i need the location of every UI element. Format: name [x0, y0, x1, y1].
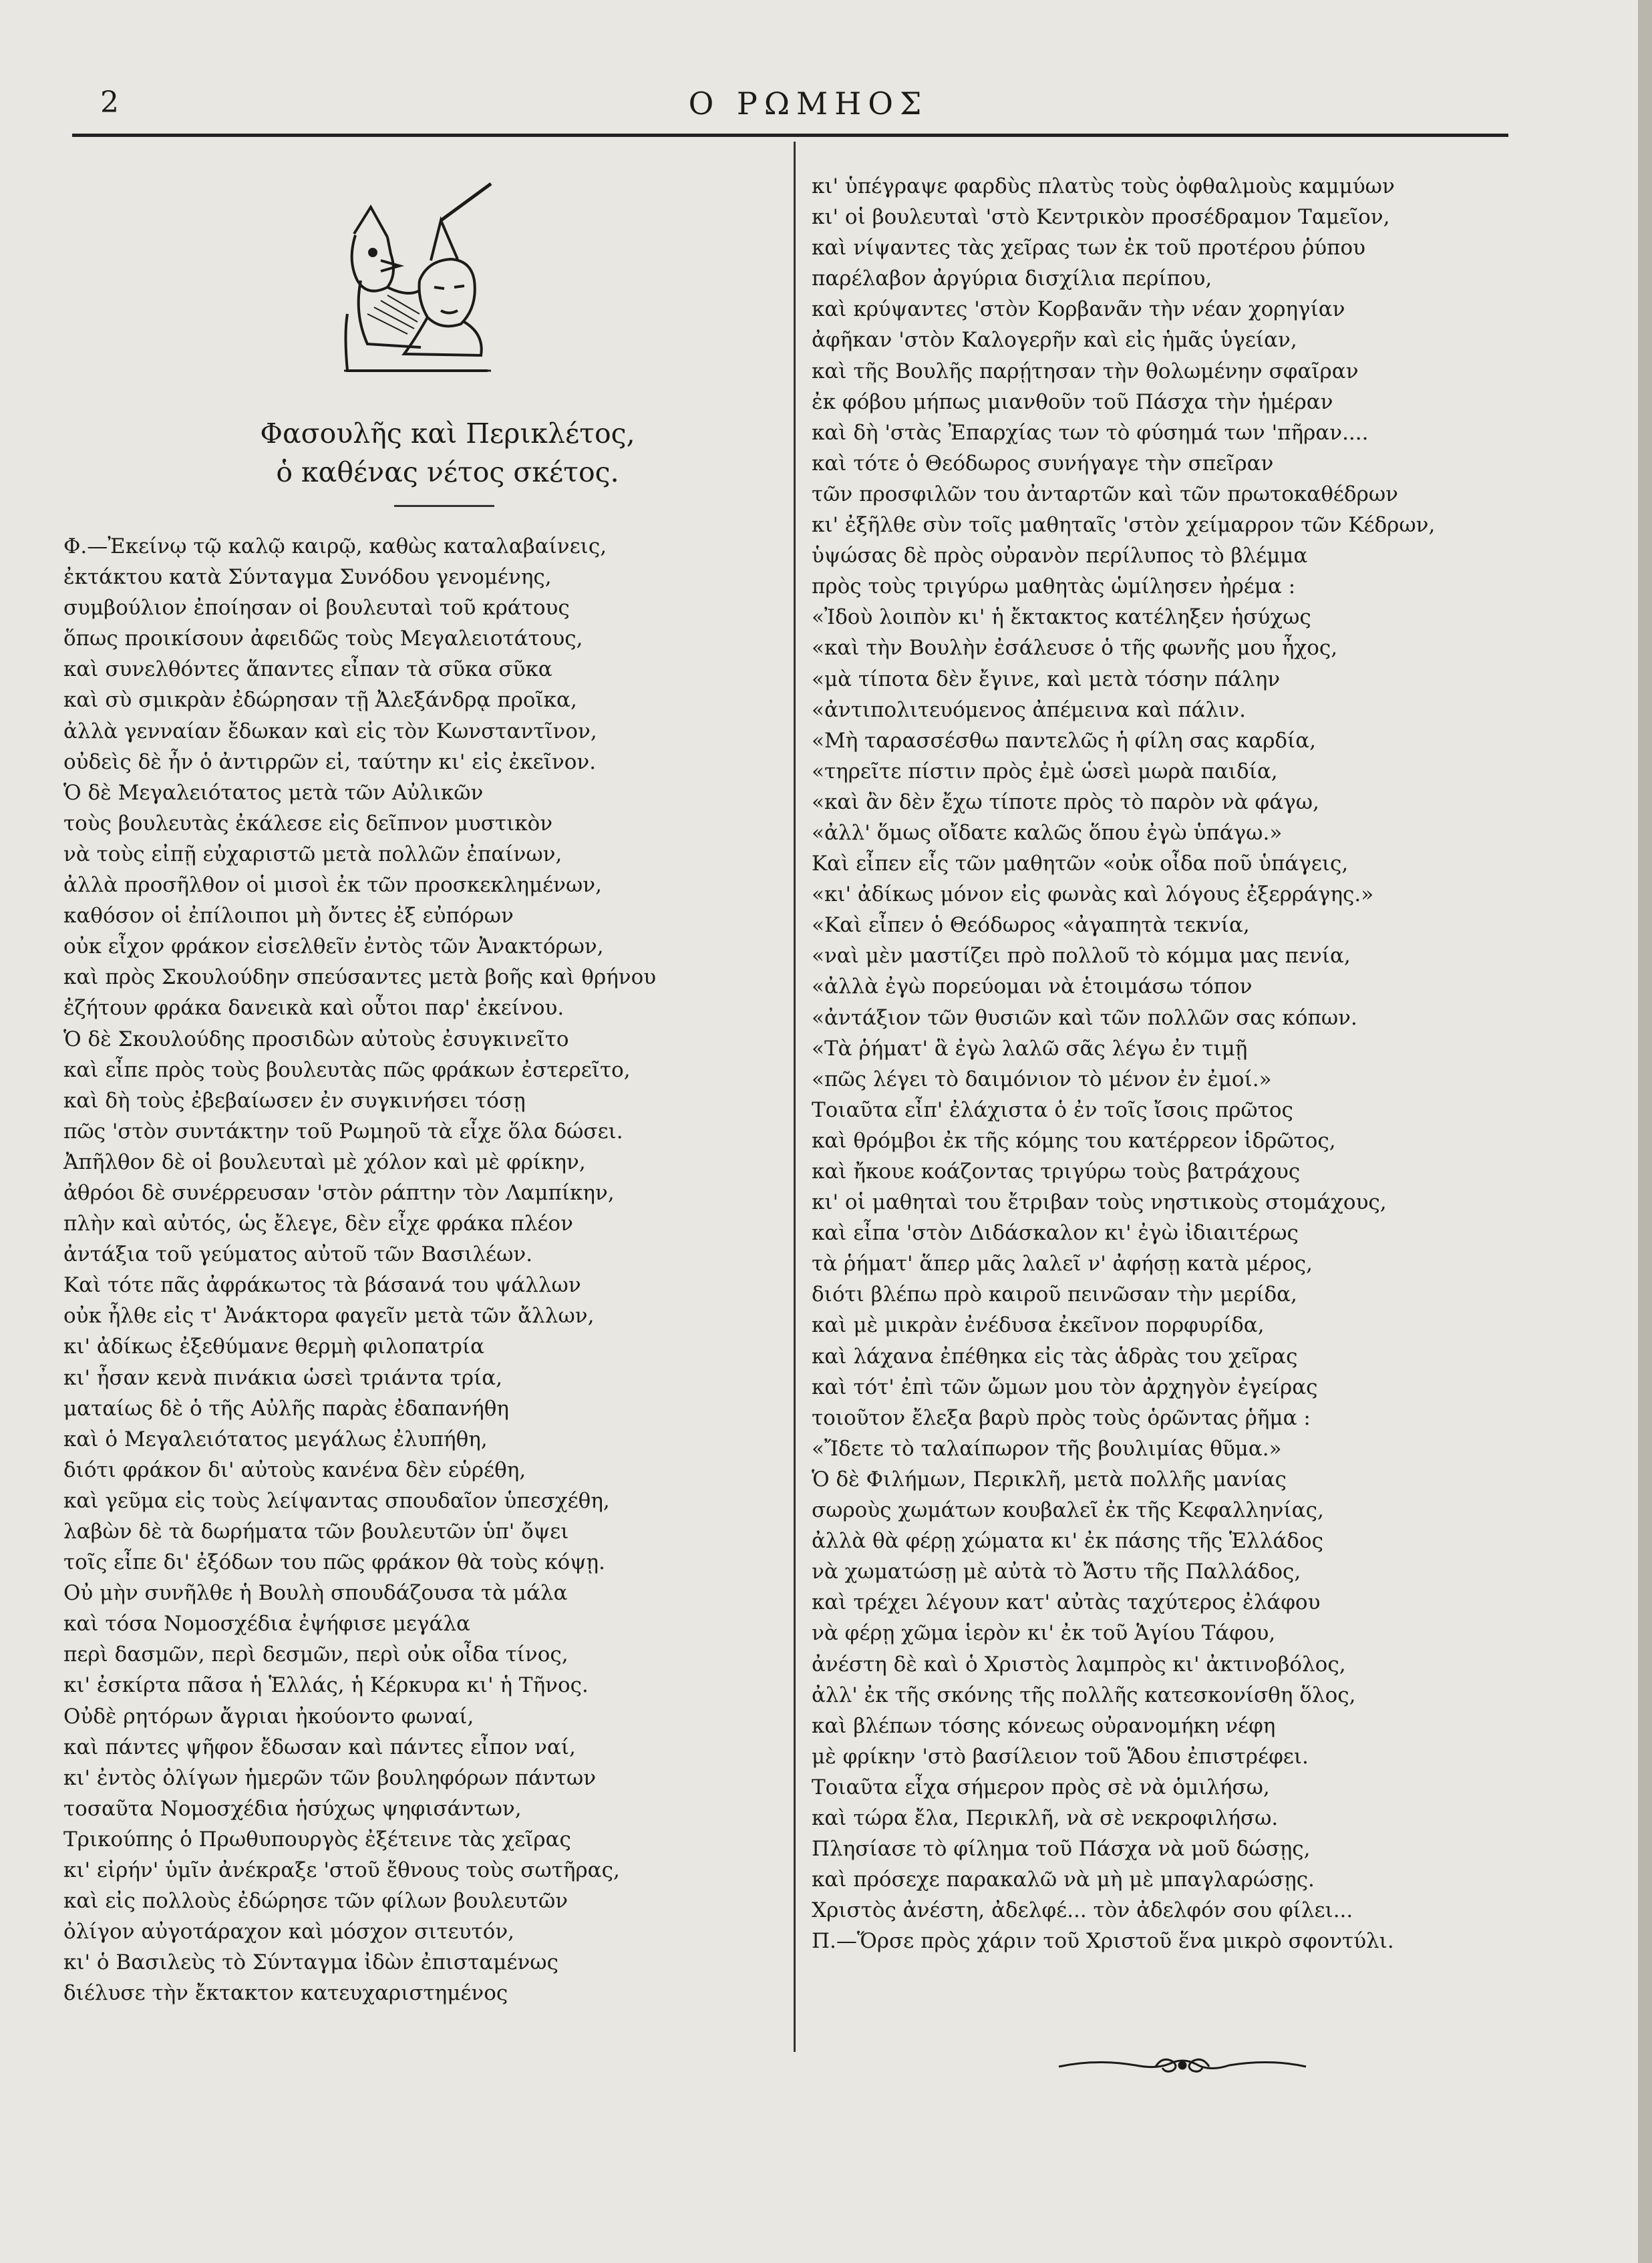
text-line: «ἀντιπολιτευόμενος ἀπέμεινα καὶ πάλιν. — [812, 697, 1247, 722]
text-line: ἀλλὰ γενναίαν ἔδωκαν καὶ εἰς τὸν Κωνσταντῖνον, — [63, 719, 597, 743]
text-line: καὶ τώρα ἔλα, Περικλῆ, νὰ σὲ νεκροφιλήσω. — [812, 1805, 1279, 1830]
text-line: ἀλλὰ θὰ φέρῃ χώματα κι' ἐκ πάσης τῆς Ἑλλάδος — [812, 1529, 1323, 1554]
caption-line: ὁ καθένας νέτος σκέτος. — [276, 456, 619, 488]
text-line: τοσαῦτα Νομοσχέδια ἡσύχως ψηφισάντων, — [63, 1796, 522, 1821]
text-line: καὶ σὺ σμικρὰν ἐδώρησαν τῇ Ἀλεξάνδρᾳ προῖκα, — [63, 688, 577, 713]
text-line: οὐκ ἦλθε εἰς τ' Ἀνάκτορα φαγεῖν μετὰ τῶν ἄλλων, — [63, 1304, 595, 1329]
text-line: οὐδεὶς δὲ ἦν ὁ ἀντιρρῶν εἰ, ταύτην κι' εἰς ἐκεῖνον. — [63, 749, 597, 774]
page-number: 2 — [100, 85, 119, 120]
text-line: «Ἴδετε τὸ ταλαίπωρον τῆς βουλιμίας θῦμα.» — [812, 1436, 1282, 1461]
text-line: «ἀλλ' ὅμως οἴδατε καλῶς ὅπου ἐγὼ ὑπάγω.» — [812, 820, 1283, 845]
text-line: ἀντάξια τοῦ γεύματος αὐτοῦ τῶν Βασιλέων. — [63, 1242, 533, 1267]
text-line: καὶ εἰς πολλοὺς ἐδώρησε τῶν φίλων βουλευτῶν — [63, 1889, 568, 1914]
text-line: ἀλλὰ προσῆλθον οἱ μισοὶ ἐκ τῶν προσκεκλημένων, — [63, 873, 602, 898]
text-line: Ὁ δὲ Σκουλούδης προσιδὼν αὐτοὺς ἐσυγκινεῖτο — [63, 1027, 569, 1051]
text-line: καὶ μὲ μικρὰν ἐνέδυσα ἐκεῖνον πορφυρίδα, — [812, 1313, 1265, 1338]
end-ornament — [1055, 2052, 1309, 2079]
text-line: καὶ τῆς Βουλῆς παρῄτησαν τὴν θολωμένην σφαῖραν — [812, 359, 1359, 383]
text-line: κι' ἦσαν κενὰ πινάκια ὡσεὶ τριάντα τρία, — [63, 1365, 503, 1390]
text-line: καὶ συνελθόντες ἅπαντες εἶπαν τὰ σῦκα σῦκα — [63, 657, 552, 682]
text-line: μὲ φρίκην 'στὸ βασίλειον τοῦ Ἅδου ἐπιστρέφει. — [812, 1744, 1309, 1769]
text-line: καὶ εἶπα 'στὸν Διδάσκαλον κι' ἐγὼ ἰδιαιτέρως — [812, 1221, 1299, 1246]
text-line: «καὶ ἂν δὲν ἔχω τίποτε πρὸς τὸ παρὸν νὰ φάγω, — [812, 790, 1319, 814]
text-line: οὐκ εἶχον φράκον εἰσελθεῖν ἐντὸς τῶν Ἀνακτόρων, — [63, 934, 604, 959]
text-line: ὅπως προικίσουν ἀφειδῶς τοὺς Μεγαλειοτάτους, — [63, 627, 583, 651]
left-column — [63, 531, 785, 2009]
header-rule — [72, 134, 1508, 137]
text-line: «ἀλλὰ ἐγὼ πορεύομαι νὰ ἑτοιμάσω τόπον — [812, 975, 1253, 999]
text-line: νὰ τοὺς εἰπῇ εὐχαριστῶ μετὰ πολλῶν ἐπαίνων, — [63, 842, 562, 866]
text-line: καὶ ἤκουε κοάζοντας τριγύρω τοὺς βατράχους — [812, 1160, 1301, 1184]
text-line: ἀλλ' ἐκ τῆς σκόνης τῆς πολλῆς κατεσκονίσθη ὅλος, — [812, 1683, 1356, 1707]
text-line: καὶ εἶπε πρὸς τοὺς βουλευτὰς πῶς φράκων ἐστερεῖτο, — [63, 1057, 631, 1082]
text-line: καὶ τρέχει λέγουν κατ' αὐτὰς ταχύτερος ἐλάφου — [812, 1590, 1321, 1615]
text-line: κι' οἱ μαθηταὶ του ἔτριβαν τοὺς νηστικοὺς στομάχους, — [812, 1190, 1387, 1215]
text-line: ἐζήτουν φράκα δανεικὰ καὶ οὗτοι παρ' ἐκείνου. — [63, 996, 564, 1021]
text-line: περὶ δασμῶν, περὶ δεσμῶν, περὶ οὐκ οἶδα τίνος, — [63, 1642, 568, 1667]
text-line: Τρικούπης ὁ Πρωθυπουργὸς ἐξέτεινε τὰς χεῖρας — [63, 1827, 571, 1852]
text-line: κι' οἱ βουλευταὶ 'στὸ Κεντρικὸν προσέδραμον Ταμεῖον, — [812, 205, 1390, 230]
text-line: λαβὼν δὲ τὰ δωρήματα τῶν βουλευτῶν ὑπ' ὄψει — [63, 1520, 569, 1544]
text-line: «καὶ τὴν Βουλὴν ἐσάλευσε ὁ τῆς φωνῆς μου ἦχος, — [812, 636, 1338, 661]
text-line: Οὐ μὴν συνῆλθε ἡ Βουλὴ σπουδάζουσα τὰ μάλα — [63, 1581, 568, 1606]
text-line: καὶ τότ' ἐπὶ τῶν ὤμων μου τὸν ἀρχηγὸν ἐγείρας — [812, 1375, 1318, 1399]
text-line: Καὶ εἶπεν εἷς τῶν μαθητῶν «οὐκ οἶδα ποῦ ὑπάγεις, — [812, 852, 1349, 876]
text-line: καὶ πρὸς Σκουλούδην σπεύσαντες μετὰ βοῆς καὶ θρήνου — [63, 965, 657, 990]
text-line: τῶν προσφιλῶν του ἀνταρτῶν καὶ τῶν πρωτοκαθέδρων — [812, 482, 1398, 506]
text-line: «Τὰ ῥήματ' ἃ ἐγὼ λαλῶ σᾶς λέγω ἐν τιμῇ — [812, 1036, 1248, 1061]
caption — [200, 414, 695, 492]
caption-line: Φασουλῆς καὶ Περικλέτος, — [260, 417, 635, 450]
text-line: «Μὴ ταρασσέσθω παντελῶς ἡ φίλη σας καρδία, — [812, 728, 1317, 753]
fasoulis-perikletos-illustration — [341, 180, 494, 374]
text-line: Τοιαῦτα εἶχα σήμερον πρὸς σὲ νὰ ὁμιλήσω, — [812, 1775, 1270, 1799]
text-line: Φ.—Ἐκείνῳ τῷ καλῷ καιρῷ, καθὼς καταλαβαίνεις, — [63, 534, 607, 558]
text-line: Π.—Ὅρσε πρὸς χάριν τοῦ Χριστοῦ ἕνα μικρὸ σφοντύλι. — [812, 1929, 1394, 1954]
text-line: «μὰ τίποτα δὲν ἔγινε, καὶ μετὰ τόσην πάλην — [812, 667, 1281, 691]
text-line: διέλυσε τὴν ἔκτακτον κατευχαριστημένος — [63, 1981, 508, 2006]
text-line: καὶ βλέπων τόσης κόνεως οὐρανομήκη νέφη — [812, 1713, 1276, 1738]
text-line: ἀνέστη δὲ καὶ ὁ Χριστὸς λαμπρὸς κι' ἀκτινοβόλος, — [812, 1652, 1346, 1677]
text-line: Ἀπῆλθον δὲ οἱ βουλευταὶ μὲ χόλον καὶ μὲ φρίκην, — [63, 1150, 586, 1174]
text-line: καὶ δὴ τοὺς ἐβεβαίωσεν ἐν συγκινήσει τόσῃ — [63, 1088, 526, 1113]
text-line: καὶ τόσα Νομοσχέδια ἐψήφισε μεγάλα — [63, 1612, 470, 1636]
text-line: τοιοῦτον ἔλεξα βαρὺ πρὸς τοὺς ὁρῶντας ῥῆμα : — [812, 1405, 1311, 1430]
text-line: ἀφῆκαν 'στὸν Καλογερῆν καὶ εἰς ἡμᾶς ὑγείαν, — [812, 328, 1297, 353]
text-line: συμβούλιον ἐποίησαν οἱ βουλευταὶ τοῦ κράτους — [63, 596, 570, 621]
text-line: τοὺς βουλευτὰς ἐκάλεσε εἰς δεῖπνον μυστικὸν — [63, 811, 553, 836]
text-line: καὶ τότε ὁ Θεόδωρος συνήγαγε τὴν σπεῖραν — [812, 451, 1274, 476]
text-line: Τοιαῦτα εἶπ' ἐλάχιστα ὁ ἐν τοῖς ἴσοις πρῶτος — [812, 1097, 1293, 1122]
text-line: τοῖς εἶπε δι' ἐξόδων του πῶς φράκον θὰ τοὺς κόψῃ. — [63, 1550, 605, 1575]
text-line: καὶ κρύψαντες 'στὸν Κορβανᾶν τὴν νέαν χορηγίαν — [812, 297, 1345, 322]
column-divider — [794, 142, 796, 2052]
text-line: ὑψώσας δὲ πρὸς οὐρανὸν περίλυπος τὸ βλέμμα — [812, 544, 1308, 568]
text-line: ἀθρόοι δὲ συνέρρευσαν 'στὸν ράπτην τὸν Λαμπίκην, — [63, 1180, 615, 1205]
text-line: ὀλίγον αὐγοτάραχον καὶ μόσχον σιτευτόν, — [63, 1920, 515, 1944]
caption-rule — [394, 505, 494, 507]
text-line: καὶ γεῦμα εἰς τοὺς λείψαντας σπουδαῖον ὑπεσχέθη, — [63, 1488, 610, 1513]
text-line: «ναὶ μὲν μαστίζει πρὸ πολλοῦ τὸ κόμμα μας πενία, — [812, 944, 1351, 969]
text-line: Ὁ δὲ Φιλήμων, Περικλῆ, μετὰ πολλῆς μανίας — [812, 1467, 1287, 1492]
text-line: ματαίως δὲ ὁ τῆς Αὐλῆς παρὰς ἐδαπανήθη — [63, 1396, 509, 1421]
text-line: Καὶ τότε πᾶς ἀφράκωτος τὰ βάσανά του ψάλλων — [63, 1273, 581, 1298]
text-line: καὶ πρόσεχε παρακαλῶ νὰ μὴ μὲ μπαγλαρώσῃς. — [812, 1868, 1315, 1892]
text-line: πῶς 'στὸν συντάκτην τοῦ Ρωμηοῦ τὰ εἶχε ὅλα δώσει. — [63, 1119, 623, 1144]
text-line: Πλησίασε τὸ φίλημα τοῦ Πάσχα νὰ μοῦ δώσῃς, — [812, 1837, 1311, 1862]
text-line: «κι' ἀδίκως μόνον εἰς φωνὰς καὶ λόγους ἐξερράγης.» — [812, 882, 1374, 907]
text-line: παρέλαβον ἀργύρια δισχίλια περίπου, — [812, 267, 1212, 291]
text-line: κι' ὁ Βασιλεὺς τὸ Σύνταγμα ἰδὼν ἐπισταμένως — [63, 1950, 558, 1975]
text-line: διότι βλέπω πρὸ καιροῦ πεινῶσαν τὴν μερίδα, — [812, 1282, 1297, 1307]
text-line: καθόσον οἱ ἐπίλοιποι μὴ ὄντες ἐξ εὐπόρων — [63, 904, 514, 928]
text-line: ἐκτάκτου κατὰ Σύνταγμα Συνόδου γενομένης, — [63, 565, 552, 590]
text-line: κι' ἐσκίρτα πᾶσα ἡ Ἑλλάς, ἡ Κέρκυρα κι' ἡ Τῆνος. — [63, 1673, 589, 1698]
text-line: καὶ νίψαντες τὰς χεῖρας των ἐκ τοῦ προτέρου ῥύπου — [812, 236, 1366, 260]
newspaper-title: Ο ΡΩΜΗΟΣ — [688, 85, 929, 122]
text-line: διότι φράκον δι' αὐτοὺς κανένα δὲν εὑρέθη, — [63, 1457, 526, 1482]
text-line: κι' ἐξῆλθε σὺν τοῖς μαθηταῖς 'στὸν χείμαρρον τῶν Κέδρων, — [812, 513, 1436, 538]
text-line: καὶ λάχανα ἐπέθηκα εἰς τὰς ἁδρὰς του χεῖρας — [812, 1344, 1298, 1369]
text-line: σωροὺς χωμάτων κουβαλεῖ ἐκ τῆς Κεφαλληνίας, — [812, 1498, 1324, 1523]
text-line: Χριστὸς ἀνέστη, ἀδελφέ... τὸν ἀδελφόν σου φίλει... — [812, 1898, 1353, 1923]
text-line: «Ἰδοὺ λοιπὸν κι' ἡ ἔκτακτος κατέληξεν ἡσύχως — [812, 605, 1311, 630]
text-line: κι' εἰρήν' ὑμῖν ἀνέκραξε 'στοῦ ἔθνους τοὺς σωτῆρας, — [63, 1858, 620, 1883]
text-line: «πῶς λέγει τὸ δαιμόνιον τὸ μένον ἐν ἐμοί.» — [812, 1067, 1272, 1091]
text-line: Ὁ δὲ Μεγαλειότατος μετὰ τῶν Αὐλικῶν — [63, 780, 484, 805]
text-line: πρὸς τοὺς τριγύρω μαθητὰς ὡμίλησεν ἠρέμα : — [812, 574, 1296, 599]
text-line: «Καὶ εἶπεν ὁ Θεόδωρος «ἀγαπητὰ τεκνία, — [812, 913, 1250, 938]
text-line: καὶ δὴ 'στὰς Ἐπαρχίας των τὸ φύσημά των 'πῆραν.... — [812, 420, 1369, 445]
text-line: «τηρεῖτε πίστιν πρὸς ἐμὲ ὡσεὶ μωρὰ παιδία, — [812, 759, 1278, 784]
text-line: καὶ θρόμβοι ἐκ τῆς κόμης του κατέρρεον ἱδρῶτος, — [812, 1128, 1336, 1153]
text-line: κι' ὑπέγραψε φαρδὺς πλατὺς τοὺς ὀφθαλμοὺς καμμύων — [812, 174, 1395, 198]
text-line: κι' ἀδίκως ἐξεθύμανε θερμὴ φιλοπατρία — [63, 1335, 485, 1359]
text-line: νὰ χωματώσῃ μὲ αὐτὰ τὸ Ἄστυ τῆς Παλλάδος, — [812, 1560, 1301, 1584]
text-line: πλὴν καὶ αὐτός, ὡς ἔλεγε, δὲν εἶχε φράκα πλέον — [63, 1212, 573, 1236]
right-column — [812, 171, 1506, 1956]
text-line: τὰ ῥήματ' ἅπερ μᾶς λαλεῖ ν' ἀφήσῃ κατὰ μέρος, — [812, 1252, 1313, 1276]
text-line: κι' ἐντὸς ὀλίγων ἡμερῶν τῶν βουληφόρων πάντων — [63, 1765, 597, 1790]
text-line: νὰ φέρῃ χῶμα ἱερὸν κι' ἐκ τοῦ Ἁγίου Τάφου, — [812, 1621, 1276, 1646]
text-line: ἐκ φόβου μήπως μιανθοῦν τοῦ Πάσχα τὴν ἡμέραν — [812, 389, 1333, 414]
text-line: «ἀντάξιον τῶν θυσιῶν καὶ τῶν πολλῶν σας κόπων. — [812, 1005, 1357, 1030]
text-line: καὶ πάντες ψῆφον ἔδωσαν καὶ πάντες εἶπον ναί, — [63, 1735, 576, 1759]
text-line: καὶ ὁ Μεγαλειότατος μεγάλως ἐλυπήθη, — [63, 1427, 488, 1451]
text-line: Οὐδὲ ρητόρων ἄγριαι ἠκούοντο φωναί, — [63, 1704, 474, 1729]
page-edge — [1638, 0, 1652, 2263]
